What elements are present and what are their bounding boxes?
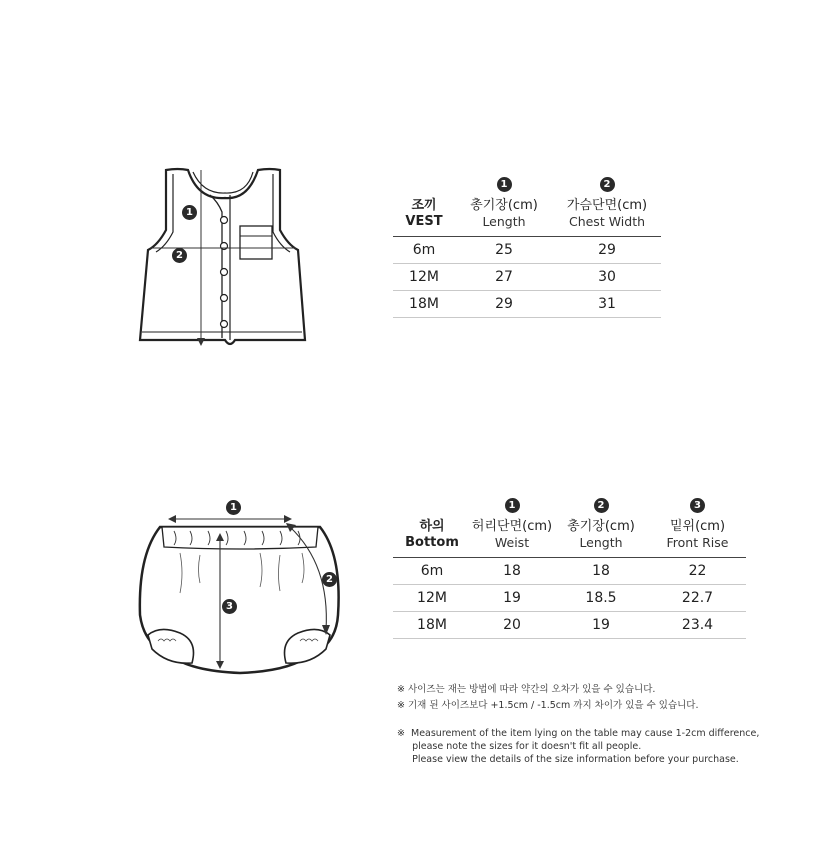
note-en: ※ Measurement of the item lying on the table may cause 1-2cm difference, please note the sizes for it doesn't fit all people. Please view the details of the size information before your purchase. — [397, 728, 760, 765]
size-cell: 18M — [393, 290, 455, 317]
bottom-label-ko: 하의 — [419, 518, 445, 534]
value-cell: 29 — [553, 236, 661, 263]
bottom-marker-2: 2 — [322, 572, 337, 587]
vest-marker-2: 2 — [172, 248, 187, 263]
bottom-label-en: Bottom — [405, 534, 459, 550]
vest-size-table — [393, 172, 661, 318]
value-cell: 22 — [649, 557, 746, 584]
bottom-col-rise-en: Front Rise — [666, 534, 729, 550]
bottom-col-1-marker: 1 — [505, 498, 520, 513]
value-cell: 18 — [553, 557, 649, 584]
bottom-diagram — [130, 495, 350, 685]
bottom-col-length-en: Length — [579, 534, 623, 550]
value-cell: 20 — [471, 611, 553, 638]
vest-label-ko: 조끼 — [411, 197, 437, 213]
vest-col-length-en: Length — [482, 213, 526, 229]
bottom-col-3-marker: 3 — [690, 498, 705, 513]
table-row — [393, 236, 661, 263]
vest-label — [393, 192, 455, 236]
value-cell: 19 — [553, 611, 649, 638]
size-cell: 6m — [393, 236, 455, 263]
value-cell: 23.4 — [649, 611, 746, 638]
value-cell: 29 — [455, 290, 553, 317]
table-row — [393, 290, 661, 317]
bottom-col-rise — [649, 513, 746, 557]
vest-label-en: VEST — [405, 213, 443, 229]
value-cell: 30 — [553, 263, 661, 290]
table-row — [393, 611, 746, 638]
size-cell: 12M — [393, 584, 471, 611]
bottom-label — [393, 513, 471, 557]
note-ko-2: ※ 기재 된 사이즈보다 +1.5cm / -1.5cm 까지 차이가 있을 수 있습니다. — [397, 700, 699, 711]
value-cell: 31 — [553, 290, 661, 317]
value-cell: 27 — [455, 263, 553, 290]
table-row — [393, 557, 746, 584]
bottom-col-2-marker: 2 — [594, 498, 609, 513]
bottom-col-waist-en: Weist — [494, 534, 530, 550]
value-cell: 18 — [471, 557, 553, 584]
vest-diagram — [130, 150, 310, 350]
size-cell: 12M — [393, 263, 455, 290]
value-cell: 19 — [471, 584, 553, 611]
bottom-col-length — [553, 513, 649, 557]
vest-col-1-marker: 1 — [497, 177, 512, 192]
bottom-marker-1: 1 — [226, 500, 241, 515]
bottom-marker-3: 3 — [222, 599, 237, 614]
table-row — [393, 584, 746, 611]
vest-col-chest-ko: 가슴단면(cm) — [566, 197, 648, 213]
value-cell: 22.7 — [649, 584, 746, 611]
vest-col-chest — [553, 192, 661, 236]
bottom-col-rise-ko: 밑위(cm) — [669, 518, 726, 534]
size-cell: 6m — [393, 557, 471, 584]
bottom-col-waist — [471, 513, 553, 557]
bottom-col-length-ko: 총기장(cm) — [567, 518, 635, 534]
value-cell: 18.5 — [553, 584, 649, 611]
vest-marker-1: 1 — [182, 205, 197, 220]
size-cell: 18M — [393, 611, 471, 638]
value-cell: 25 — [455, 236, 553, 263]
table-row — [393, 263, 661, 290]
note-ko-1: ※ 사이즈는 재는 방법에 따라 약간의 오차가 있을 수 있습니다. — [397, 684, 656, 695]
vest-col-2-marker: 2 — [600, 177, 615, 192]
vest-col-length-ko: 총기장(cm) — [470, 197, 538, 213]
bottom-size-table — [393, 493, 746, 639]
bottom-col-waist-ko: 허리단면(cm) — [471, 518, 553, 534]
vest-col-chest-en: Chest Width — [568, 213, 646, 229]
vest-col-length — [455, 192, 553, 236]
